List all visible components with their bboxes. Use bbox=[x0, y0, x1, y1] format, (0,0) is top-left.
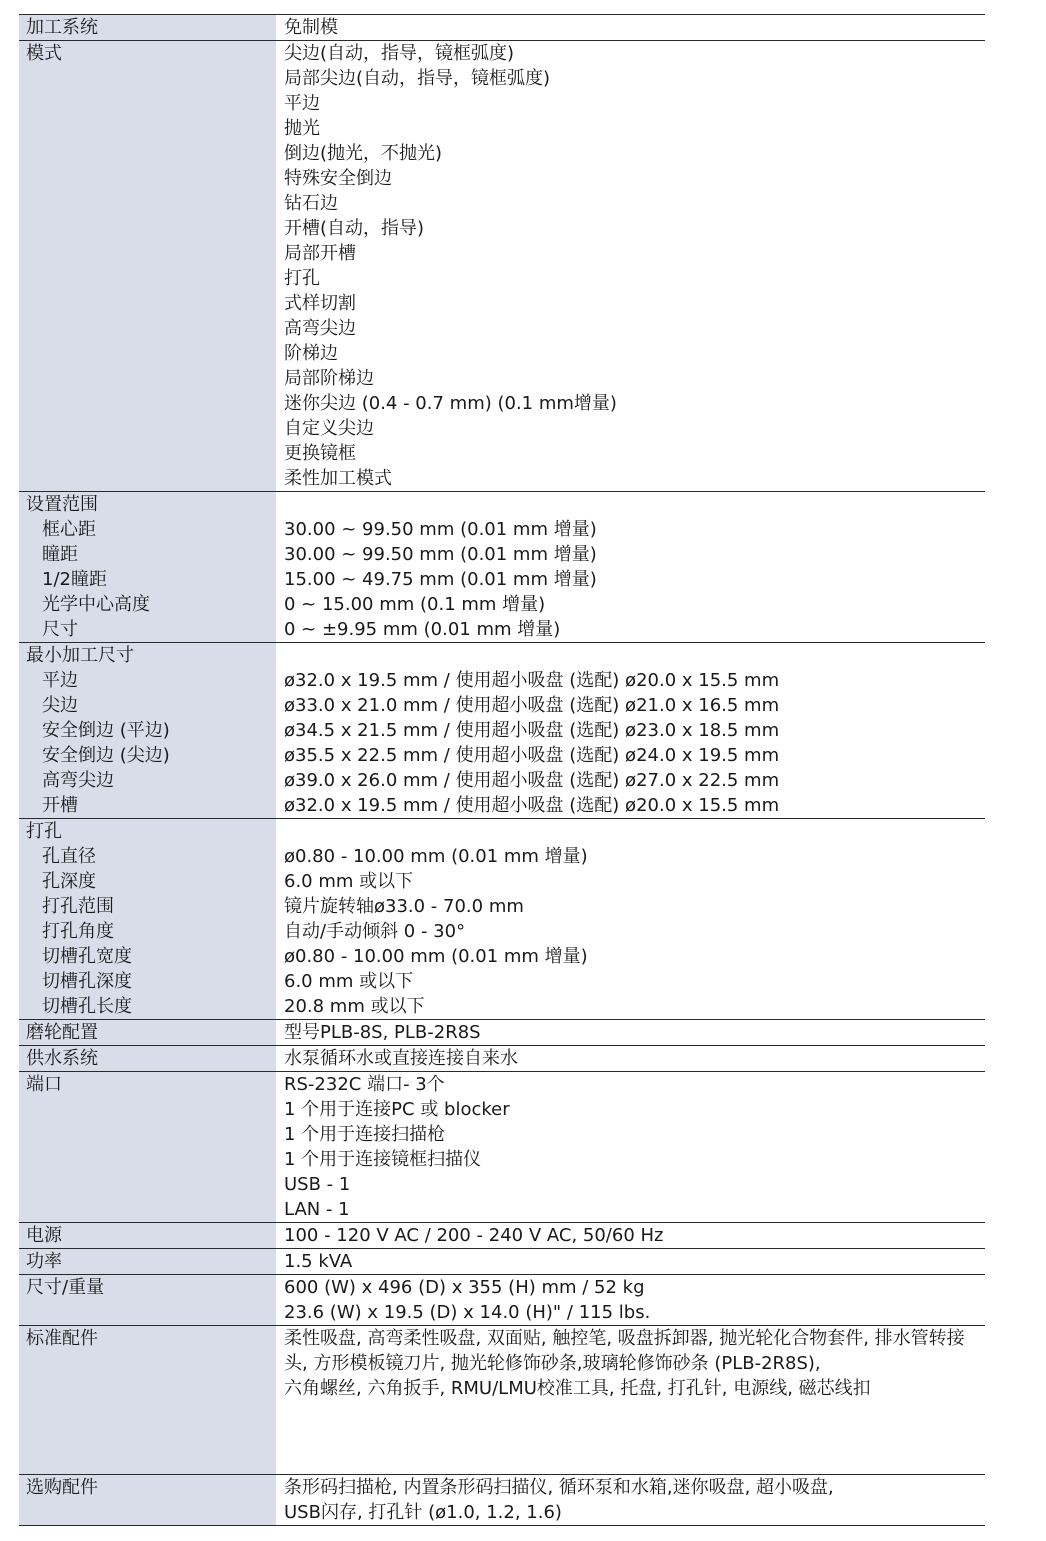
spec-value: 1 个用于连接镜框扫描仪 bbox=[284, 1149, 482, 1170]
spec-row bbox=[19, 1072, 985, 1223]
spec-value: 特殊安全倒边 bbox=[284, 168, 392, 189]
spec-sublabel: 孔深度 bbox=[42, 871, 96, 892]
spec-label: 电源 bbox=[26, 1225, 62, 1246]
spec-value: 600 (W) x 496 (D) x 355 (H) mm / 52 kg bbox=[284, 1277, 645, 1298]
spec-value: 局部开槽 bbox=[284, 243, 356, 264]
spec-row bbox=[19, 1249, 985, 1275]
spec-value-cell bbox=[276, 1020, 985, 1046]
spec-body bbox=[19, 15, 985, 1526]
spec-value: 柔性加工模式 bbox=[284, 468, 392, 489]
spec-value-cell bbox=[276, 15, 985, 41]
spec-row bbox=[19, 1475, 985, 1526]
spec-value: ø0.80 - 10.00 mm (0.01 mm 增量) bbox=[284, 946, 588, 967]
spec-value: 15.00 ~ 49.75 mm (0.01 mm 增量) bbox=[284, 569, 597, 590]
spec-value: 100 - 120 V AC / 200 - 240 V AC, 50/60 Hz bbox=[284, 1225, 664, 1246]
spec-sublabel: 高弯尖边 bbox=[42, 770, 114, 791]
spec-value: 迷你尖边 (0.4 - 0.7 mm) (0.1 mm增量) bbox=[284, 393, 617, 414]
spec-value: 抛光 bbox=[284, 118, 320, 139]
spec-value: ø32.0 x 19.5 mm / 使用超小吸盘 (选配) ø20.0 x 15.5 mm bbox=[284, 670, 780, 691]
spec-value-cell bbox=[276, 1223, 985, 1249]
spec-value: ø33.0 x 21.0 mm / 使用超小吸盘 (选配) ø21.0 x 16.5 mm bbox=[284, 695, 780, 716]
spec-value-cell bbox=[276, 492, 985, 643]
spec-label: 模式 bbox=[26, 43, 62, 64]
spec-sublabel: 切槽孔宽度 bbox=[42, 946, 132, 967]
spec-value: 20.8 mm 或以下 bbox=[284, 996, 425, 1017]
spec-label-cell bbox=[19, 819, 276, 1020]
spec-value: 平边 bbox=[284, 93, 320, 114]
spec-value-cell bbox=[276, 1046, 985, 1072]
spec-row bbox=[19, 1223, 985, 1249]
spec-value-cell bbox=[276, 643, 985, 819]
spec-value: 柔性吸盘, 高弯柔性吸盘, 双面贴, 触控笔, 吸盘拆卸器, 抛光轮化合物套件, 排水管转接头, 方形模板镜刀片, 抛光轮修饰砂条,玻璃轮修饰砂条 (PLB-2R8S), bbox=[284, 1328, 965, 1374]
spec-sublabel: 平边 bbox=[42, 670, 78, 691]
spec-value: 免制模 bbox=[284, 17, 338, 38]
spec-value: 倒边(抛光，不抛光) bbox=[284, 143, 443, 164]
spec-label-cell bbox=[19, 1475, 276, 1526]
spec-label-cell bbox=[19, 1249, 276, 1275]
spec-value-cell bbox=[276, 1072, 985, 1223]
spec-label: 尺寸/重量 bbox=[26, 1277, 105, 1298]
spec-label-cell bbox=[19, 1326, 276, 1475]
spec-label-cell bbox=[19, 1046, 276, 1072]
spec-value: 局部尖边(自动，指导，镜框弧度) bbox=[284, 68, 551, 89]
spec-label: 功率 bbox=[26, 1251, 62, 1272]
spec-sublabel: 开槽 bbox=[42, 795, 78, 816]
spec-label: 端口 bbox=[26, 1074, 62, 1095]
spec-value: 开槽(自动，指导) bbox=[284, 218, 425, 239]
spec-value: 局部阶梯边 bbox=[284, 368, 374, 389]
spec-value: 更换镜框 bbox=[284, 443, 356, 464]
spec-value: RS-232C 端口- 3个 bbox=[284, 1074, 445, 1095]
spec-sublabel: 切槽孔长度 bbox=[42, 996, 132, 1017]
spec-value: 高弯尖边 bbox=[284, 318, 356, 339]
spec-sublabel: 打孔范围 bbox=[42, 896, 114, 917]
spec-value: ø32.0 x 19.5 mm / 使用超小吸盘 (选配) ø20.0 x 15.5 mm bbox=[284, 795, 780, 816]
spec-value: ø39.0 x 26.0 mm / 使用超小吸盘 (选配) ø27.0 x 22.5 mm bbox=[284, 770, 780, 791]
spec-label-cell bbox=[19, 1275, 276, 1326]
spec-label: 最小加工尺寸 bbox=[26, 645, 134, 666]
spec-sublabel: 切槽孔深度 bbox=[42, 971, 132, 992]
spec-sublabel: 安全倒边 (平边) bbox=[42, 720, 170, 741]
spec-row bbox=[19, 643, 985, 819]
spec-value: 六角螺丝, 六角扳手, RMU/LMU校准工具, 托盘, 打孔针, 电源线, 磁芯线扣 bbox=[284, 1378, 871, 1399]
spec-row bbox=[19, 15, 985, 41]
spec-label-cell bbox=[19, 492, 276, 643]
spec-label-cell bbox=[19, 15, 276, 41]
spec-value: 阶梯边 bbox=[284, 343, 338, 364]
spec-value: 水泵循环水或直接连接自来水 bbox=[284, 1048, 518, 1069]
spec-sublabel: 光学中心高度 bbox=[42, 594, 150, 615]
spec-value: 打孔 bbox=[284, 268, 320, 289]
spec-value-cell bbox=[276, 819, 985, 1020]
spec-label-cell bbox=[19, 1072, 276, 1223]
spec-label-cell bbox=[19, 1223, 276, 1249]
spec-label: 设置范围 bbox=[26, 494, 98, 515]
spec-table bbox=[19, 14, 985, 1526]
spec-value: 30.00 ~ 99.50 mm (0.01 mm 增量) bbox=[284, 544, 597, 565]
spec-row bbox=[19, 819, 985, 1020]
spec-sublabel: 瞳距 bbox=[42, 544, 78, 565]
spec-value bbox=[284, 492, 985, 517]
spec-value: ø35.5 x 22.5 mm / 使用超小吸盘 (选配) ø24.0 x 19.5 mm bbox=[284, 745, 780, 766]
spec-value: 钻石边 bbox=[284, 193, 338, 214]
spec-row bbox=[19, 492, 985, 643]
spec-value-cell bbox=[276, 1475, 985, 1526]
spec-value: 型号PLB-8S, PLB-2R8S bbox=[284, 1022, 481, 1043]
spec-value: LAN - 1 bbox=[284, 1199, 350, 1220]
spec-value-cell bbox=[276, 1249, 985, 1275]
spec-row bbox=[19, 41, 985, 492]
spec-value: USB闪存, 打孔针 (ø1.0, 1.2, 1.6) bbox=[284, 1502, 562, 1523]
spec-value-cell bbox=[276, 1275, 985, 1326]
spec-sublabel: 打孔角度 bbox=[42, 921, 114, 942]
spec-row bbox=[19, 1046, 985, 1072]
spec-label: 标准配件 bbox=[26, 1328, 98, 1349]
spec-value: 6.0 mm 或以下 bbox=[284, 871, 414, 892]
spec-row bbox=[19, 1326, 985, 1475]
spec-value-cell bbox=[276, 41, 985, 492]
spec-value-cell bbox=[276, 1326, 985, 1475]
spec-value: USB - 1 bbox=[284, 1174, 351, 1195]
spec-label: 磨轮配置 bbox=[26, 1022, 98, 1043]
spec-label-cell bbox=[19, 643, 276, 819]
spec-value: ø34.5 x 21.5 mm / 使用超小吸盘 (选配) ø23.0 x 18.5 mm bbox=[284, 720, 780, 741]
spec-sublabel: 安全倒边 (尖边) bbox=[42, 745, 170, 766]
spec-row bbox=[19, 1275, 985, 1326]
spec-value: 镜片旋转轴ø33.0 - 70.0 mm bbox=[284, 896, 524, 917]
spec-value: 6.0 mm 或以下 bbox=[284, 971, 414, 992]
spec-value: ø0.80 - 10.00 mm (0.01 mm 增量) bbox=[284, 846, 588, 867]
spec-value: 1 个用于连接扫描枪 bbox=[284, 1124, 446, 1145]
spec-value: 式样切割 bbox=[284, 293, 356, 314]
spec-value: 30.00 ~ 99.50 mm (0.01 mm 增量) bbox=[284, 519, 597, 540]
spec-value: 0 ~ ±9.95 mm (0.01 mm 增量) bbox=[284, 619, 561, 640]
spec-value: 自动/手动倾斜 0 - 30° bbox=[284, 921, 466, 942]
spec-label-cell bbox=[19, 41, 276, 492]
spec-label: 打孔 bbox=[26, 821, 62, 842]
spec-value: 1 个用于连接PC 或 blocker bbox=[284, 1099, 510, 1120]
spec-value: 23.6 (W) x 19.5 (D) x 14.0 (H)" / 115 lbs. bbox=[284, 1302, 651, 1323]
spec-value bbox=[284, 819, 985, 844]
spec-value: 0 ~ 15.00 mm (0.1 mm 增量) bbox=[284, 594, 546, 615]
spec-sublabel: 尺寸 bbox=[42, 619, 78, 640]
spec-label: 选购配件 bbox=[26, 1477, 98, 1498]
spec-sublabel: 尖边 bbox=[42, 695, 78, 716]
spec-label: 供水系统 bbox=[26, 1048, 98, 1069]
spec-value: 尖边(自动，指导，镜框弧度) bbox=[284, 43, 515, 64]
spec-value bbox=[284, 643, 985, 668]
spec-label: 加工系统 bbox=[26, 17, 98, 38]
spec-sublabel: 1/2瞳距 bbox=[42, 569, 107, 590]
spec-sublabel: 框心距 bbox=[42, 519, 96, 540]
spec-value: 条形码扫描枪, 内置条形码扫描仪, 循环泵和水箱,迷你吸盘, 超小吸盘, bbox=[284, 1477, 834, 1498]
spec-label-cell bbox=[19, 1020, 276, 1046]
spec-value: 1.5 kVA bbox=[284, 1251, 353, 1272]
spec-value: 自定义尖边 bbox=[284, 418, 374, 439]
spec-row bbox=[19, 1020, 985, 1046]
spec-sublabel: 孔直径 bbox=[42, 846, 96, 867]
